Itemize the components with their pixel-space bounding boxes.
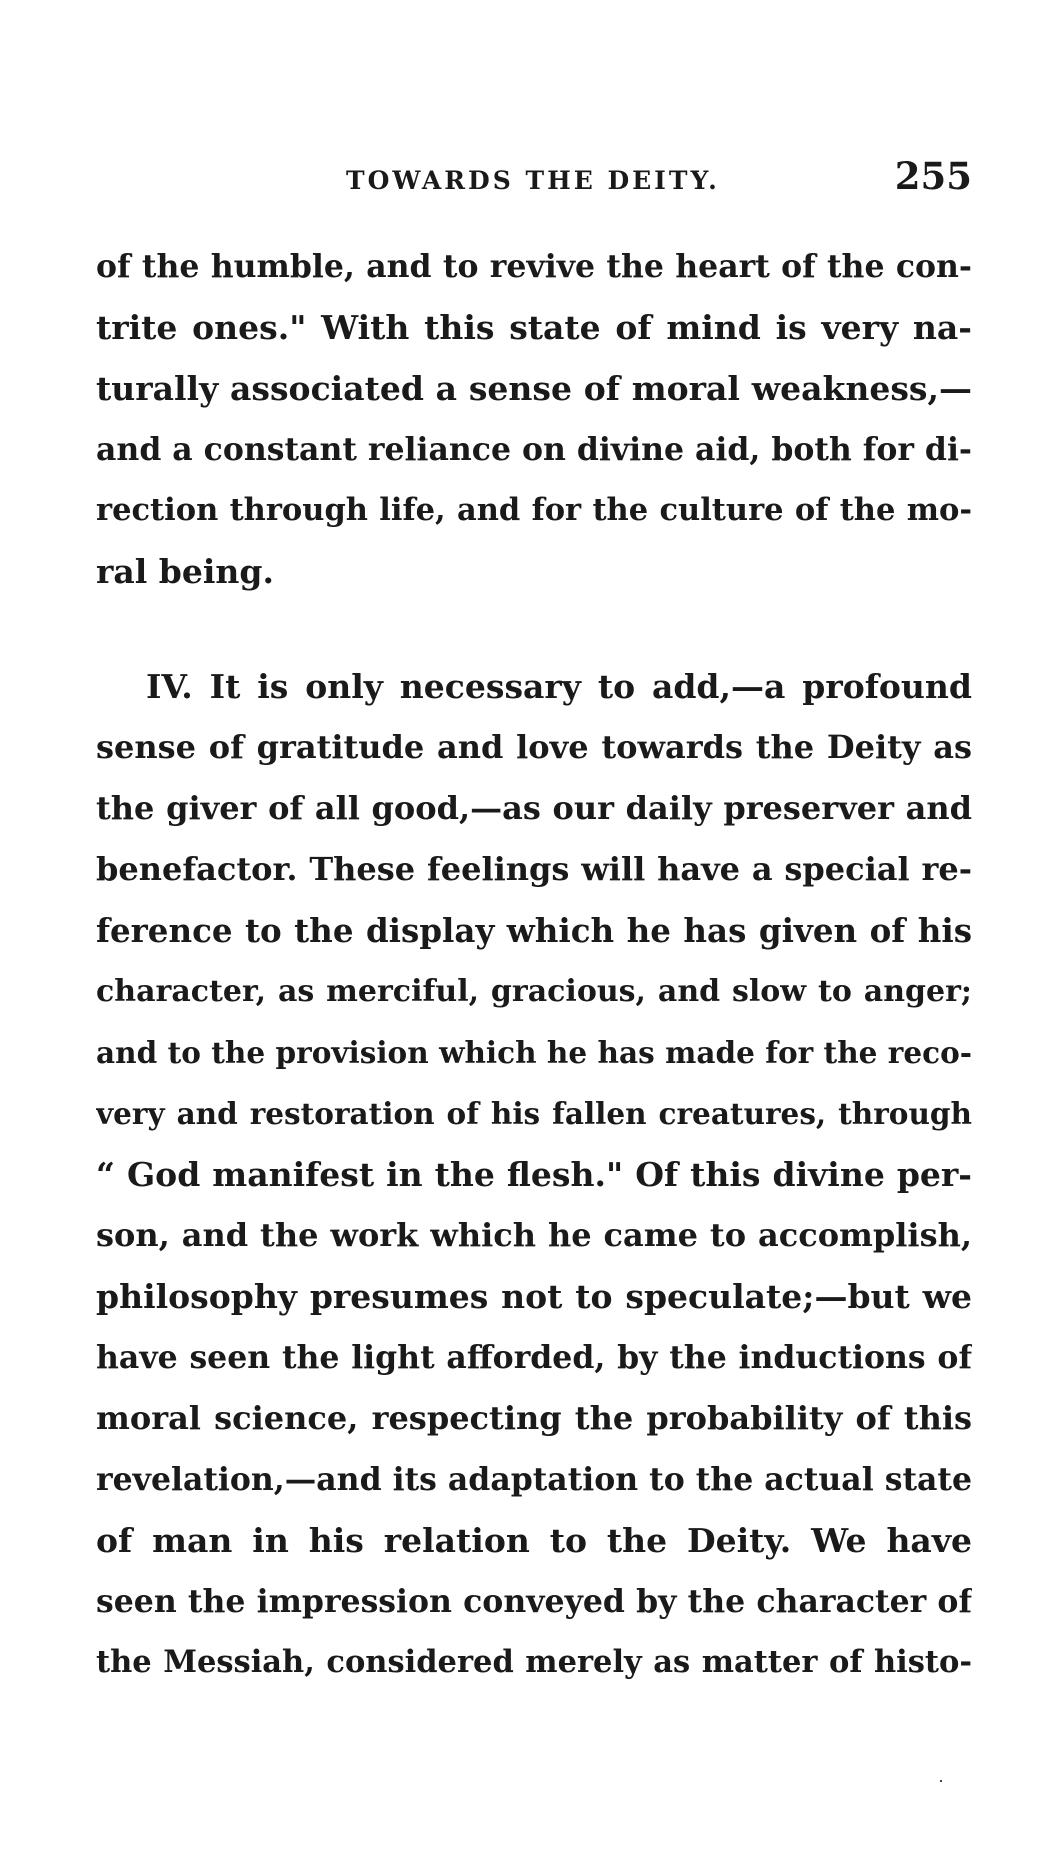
- text-line: revelation,—and its adaptation to the actual state: [96, 1461, 972, 1498]
- text-line: moral science, respecting the probability of this: [96, 1399, 972, 1437]
- text-line: “ God manifest in the flesh." Of this divine per-: [96, 1155, 972, 1194]
- text-line: of the humble, and to revive the heart of the con-: [96, 248, 972, 285]
- text-line: rection through life, and for the culture of the mo-: [96, 492, 972, 528]
- text-line: IV. It is only necessary to add,—a profound: [146, 667, 972, 706]
- paragraph-section-iv: [96, 656, 972, 1693]
- text-line: son, and the work which he came to accomplish,: [96, 1216, 972, 1254]
- text-line: the Messiah, considered merely as matter of histo-: [96, 1644, 972, 1680]
- text-line: character, as merciful, gracious, and slow to anger;: [96, 974, 972, 1009]
- text-line: benefactor. These feelings will have a special re-: [96, 850, 972, 888]
- text-line: of man in his relation to the Deity. We have: [96, 1521, 972, 1560]
- text-line: very and restoration of his fallen creatures, through: [96, 1096, 972, 1131]
- text-line: trite ones." With this state of mind is very na-: [96, 308, 972, 347]
- paragraph-continued: [96, 236, 972, 602]
- text-line: and a constant reliance on divine aid, both for di-: [96, 431, 972, 468]
- text-line: philosophy presumes not to speculate;—but we: [96, 1277, 972, 1316]
- text-line: have seen the light afforded, by the inductions of: [96, 1339, 972, 1376]
- text-line: ral being.: [96, 552, 274, 591]
- running-title: TOWARDS THE DEITY.: [346, 166, 720, 195]
- text-line: and to the provision which he has made for the reco-: [96, 1035, 972, 1070]
- running-header: [96, 152, 972, 202]
- text-line: seen the impression conveyed by the character of: [96, 1583, 972, 1620]
- text-line: turally associated a sense of moral weakness,—: [96, 369, 972, 408]
- text-line: sense of gratitude and love towards the Deity as: [96, 728, 972, 766]
- page-number: 255: [894, 154, 972, 198]
- text-line: ference to the display which he has given of his: [96, 911, 972, 950]
- paper-speck: [940, 1780, 942, 1782]
- text-line: the giver of all good,—as our daily preserver and: [96, 789, 972, 827]
